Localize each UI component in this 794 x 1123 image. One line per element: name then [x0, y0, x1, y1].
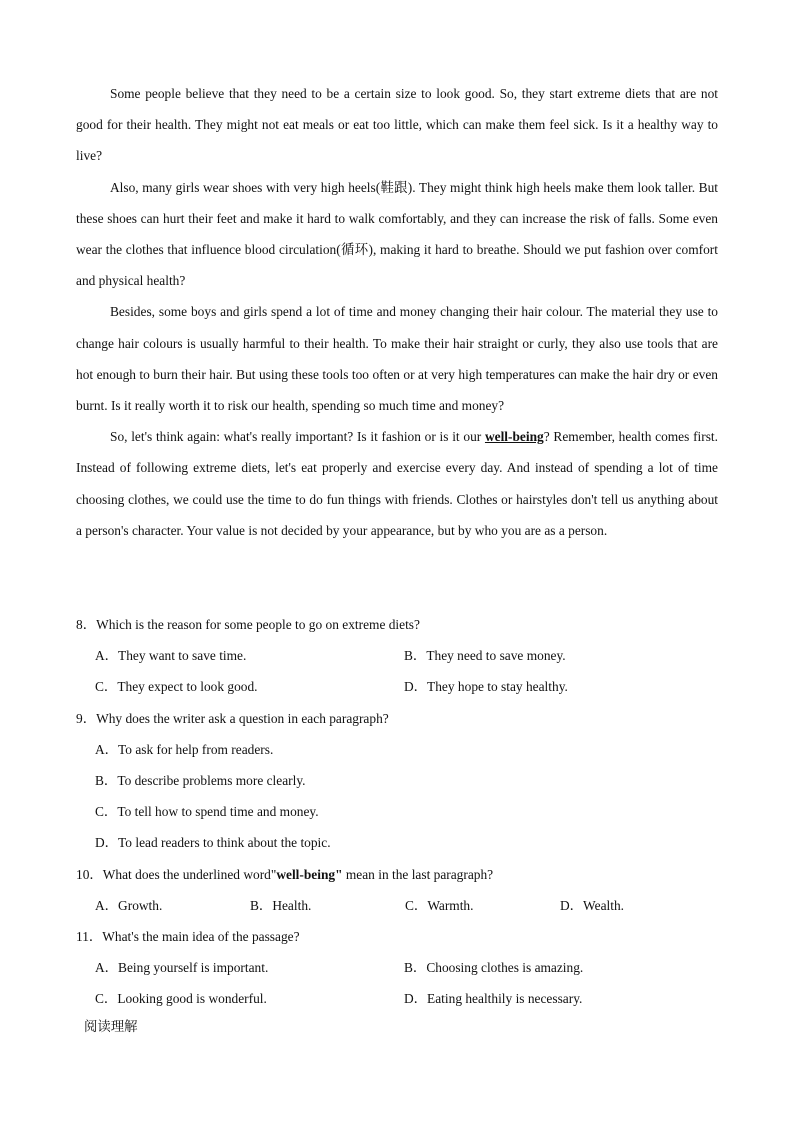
passage-paragraph-3: Besides, some boys and girls spend a lot of time and money changing their hair colour. The material they use to change hair colours is usually harmful to their health. To make their hair straight or curly, they also use tools that are hot enough to burn their hair. But using these tools too often or at very high temperatures can make the hair dry or even burnt. Is it really worth it to risk our health, spending so much time and money? — [76, 304, 718, 414]
question-8-option-a: A．They want to save time. — [95, 648, 247, 664]
underlined-keyword: well-being — [484, 429, 544, 445]
question-10-stem-after: mean in the last paragraph? — [342, 866, 494, 882]
question-9-stem: 9．Why does the writer ask a question in each paragraph? — [76, 710, 389, 726]
passage-paragraph-2: Also, many girls wear shoes with very high heels(鞋跟). They might think high heels make them look taller. But these shoes can hurt their feet and make it hard to walk comfortably, and they can increase the risk of falls. Some even wear the clothes that influence blood circulation(循环), making it hard to breathe. Should we put fashion over comfort and physical health? — [76, 179, 718, 289]
question-8-stem: 8．Which is the reason for some people to go on extreme diets? — [76, 617, 420, 632]
question-10-option-a: A．Growth. — [95, 897, 163, 913]
question-10-option-b: B．Health. — [250, 897, 312, 913]
question-10-option-c: C．Warmth. — [405, 897, 474, 913]
paragraph-4-text-after: ? Remember, health comes first. Instead of following extreme diets, let's eat properly and exercise every day. And instead of spending a lot of time choosing clothes, we could use the time to do fun things with friends. Clothes or hairstyles don't tell us anything about a person's character. Your value is not decided by your appearance, but by who you are as a person. — [76, 429, 718, 538]
reading-passage — [76, 78, 718, 546]
question-10-stem — [76, 859, 718, 890]
question-9-option-c: C．To tell how to spend time and money. — [95, 804, 319, 820]
question-8-option-b: B．They need to save money. — [404, 648, 566, 664]
question-10-options-row — [76, 890, 718, 921]
question-9-option-a: A．To ask for help from readers. — [95, 741, 274, 757]
question-9-option-b: B．To describe problems more clearly. — [95, 773, 306, 789]
question-8-options-row-2 — [76, 671, 718, 702]
question-11-options-row-1 — [76, 952, 718, 983]
question-10-stem-before: 10．What does the underlined word" — [76, 866, 277, 882]
paragraph-4-text-before: So, let's think again: what's really important? Is it fashion or is it our — [110, 429, 485, 445]
question-8-options-row-1 — [76, 640, 718, 671]
question-10-option-d: D．Wealth. — [560, 897, 624, 913]
question-8-option-d: D．They hope to stay healthy. — [404, 679, 568, 695]
question-11-stem: 11．What's the main idea of the passage? — [76, 929, 300, 945]
section-heading: 阅读理解 — [84, 1020, 138, 1035]
passage-paragraph-1: Some people believe that they need to be a certain size to look good. So, they start extreme diets that are not good for their health. They might not eat meals or eat too little, which can make them feel sick. Is it a healthy way to live? — [76, 86, 718, 164]
question-list — [76, 609, 718, 1015]
question-8-option-c: C．They expect to look good. — [95, 679, 258, 695]
question-11-option-c: C．Looking good is wonderful. — [95, 991, 267, 1007]
question-11-option-b: B．Choosing clothes is amazing. — [404, 960, 584, 976]
question-11-options-row-2 — [76, 983, 718, 1014]
passage-paragraph-4 — [76, 421, 718, 546]
question-10-keyword: well-being" — [276, 866, 343, 882]
question-11-option-a: A．Being yourself is important. — [95, 960, 269, 976]
question-9-option-d: D．To lead readers to think about the topic. — [95, 835, 331, 851]
question-11-option-d: D．Eating healthily is necessary. — [404, 991, 583, 1007]
